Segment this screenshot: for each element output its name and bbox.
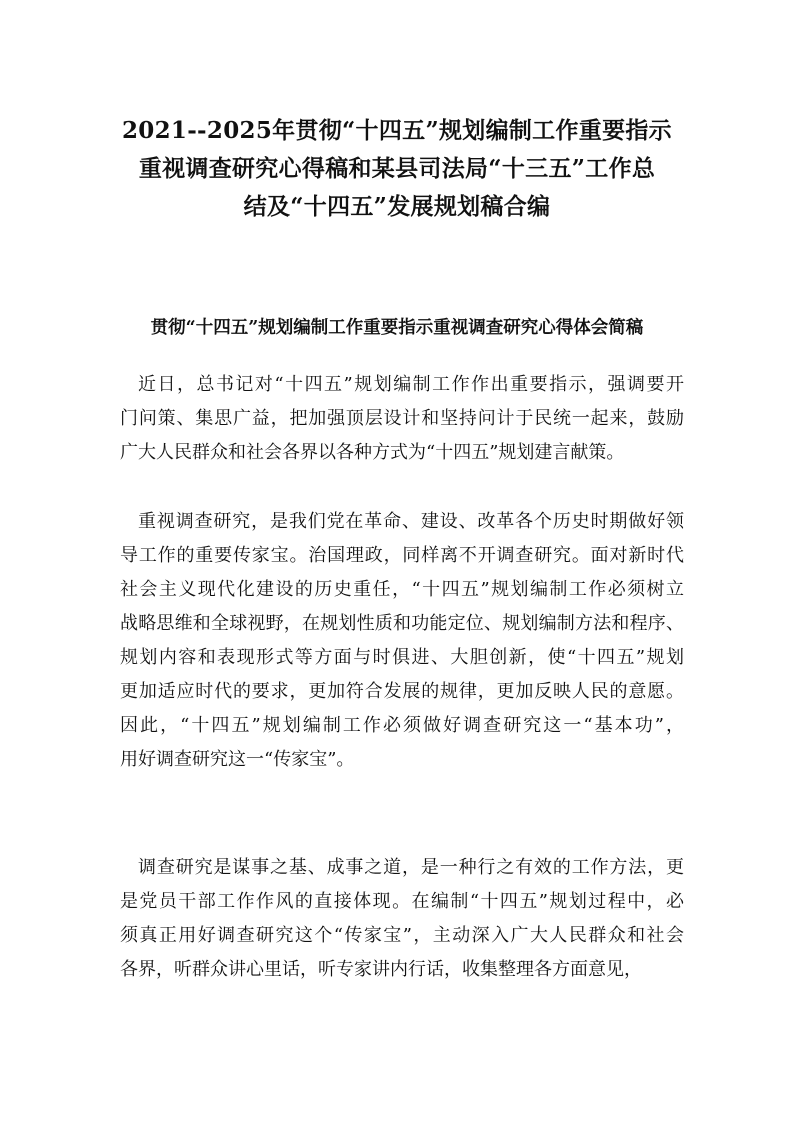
paragraph-1 — [120, 368, 684, 470]
paragraph-line: 社会主义现代化建设的历史重任，“十四五”规划编制工作必须树立 — [120, 579, 684, 600]
paragraph-2 — [120, 505, 684, 777]
paragraph-line: 是党员干部工作作风的直接体现。在编制“十四五”规划过程中，必 — [120, 891, 684, 912]
paragraph-line: 广大人民群众和社会各界以各种方式为“十四五”规划建言献策。 — [120, 442, 625, 463]
paragraph-line: 各界，听群众讲心里话，听专家讲内行话，收集整理各方面意见， — [120, 959, 642, 980]
paragraph-line: 因此，“十四五”规划编制工作必须做好调查研究这一“基本功”， — [120, 715, 684, 736]
paragraph-line: 规划内容和表现形式等方面与时俱进、大胆创新，使“十四五”规划 — [120, 647, 684, 668]
paragraph-3 — [120, 851, 684, 987]
paragraph-line: 用好调查研究这一“传家宝”。 — [120, 749, 355, 770]
paragraph-line: 导工作的重要传家宝。治国理政，同样离不开调查研究。面对新时代 — [120, 545, 684, 566]
title-line: 结及“十四五”发展规划稿合编 — [243, 193, 551, 220]
paragraph-line: 须真正用好调查研究这个“传家宝”，主动深入广大人民群众和社会 — [120, 925, 684, 946]
document-title — [110, 112, 684, 226]
paragraph-line: 重视调查研究，是我们党在革命、建设、改革各个历史时期做好领 — [138, 511, 684, 532]
paragraph-line: 调查研究是谋事之基、成事之道，是一种行之有效的工作方法，更 — [138, 857, 684, 878]
title-line: 重视调查研究心得稿和某县司法局“十三五”工作总 — [138, 155, 656, 182]
paragraph-line: 门问策、集思广益，把加强顶层设计和坚持问计于民统一起来，鼓励 — [120, 408, 684, 429]
paragraph-line: 战略思维和全球视野，在规划性质和功能定位、规划编制方法和程序、 — [120, 613, 684, 634]
paragraph-line: 近日，总书记对“十四五”规划编制工作作出重要指示，强调要开 — [138, 374, 684, 395]
title-line: 2021--2025年贯彻“十四五”规划编制工作重要指示 — [122, 117, 672, 144]
section-heading: 贯彻“十四五”规划编制工作重要指示重视调查研究心得体会简稿 — [150, 318, 644, 338]
paragraph-line: 更加适应时代的要求，更加符合发展的规律，更加反映人民的意愿。 — [120, 681, 684, 702]
